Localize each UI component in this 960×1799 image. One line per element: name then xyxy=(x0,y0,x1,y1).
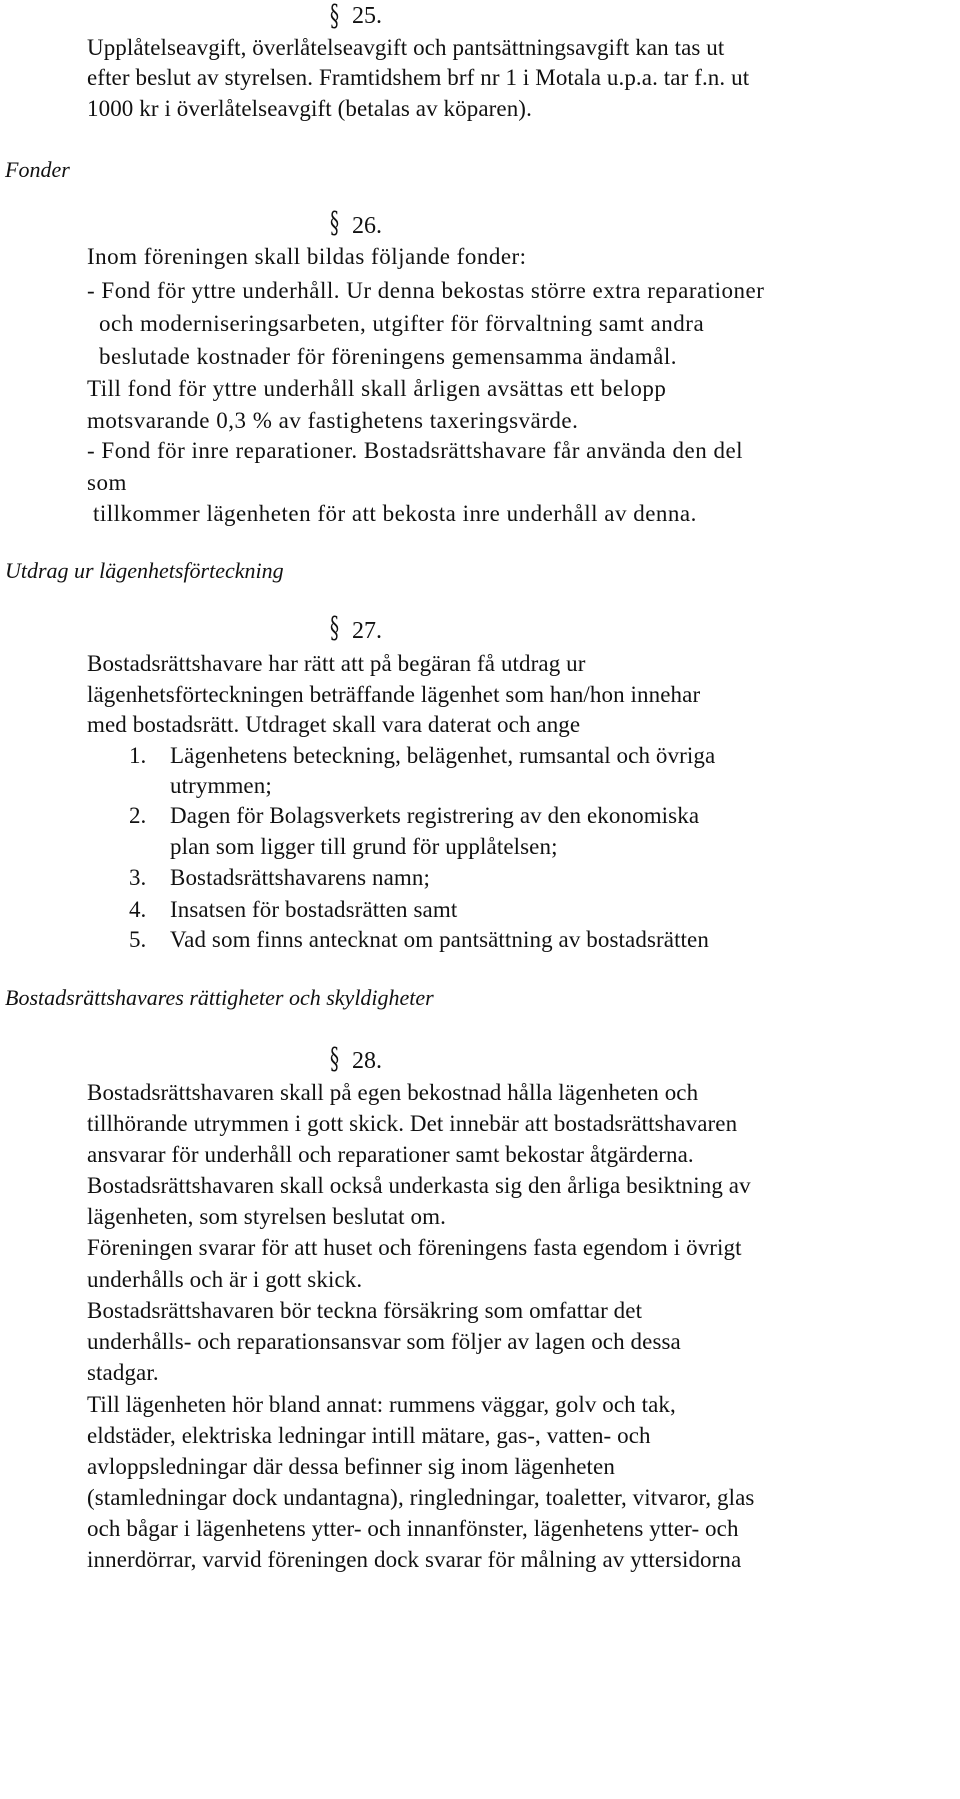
text-line: som xyxy=(87,470,127,495)
text-span: Ur denna bekostas större extra reparationer xyxy=(340,278,765,303)
list-item-text: utrymmen; xyxy=(170,773,272,798)
text-line: Föreningen svarar för att huset och föreningens fasta egendom i övrigt xyxy=(87,1235,742,1260)
fund-label-inner: - Fond för inre reparationer. xyxy=(87,438,358,463)
text-line: Upplåtelseavgift, överlåtelseavgift och pantsättningsavgift kan tas ut xyxy=(87,35,725,60)
text-line: Bostadsrättshavaren skall på egen bekostnad hålla lägenheten och xyxy=(87,1080,699,1105)
heading-fonder: Fonder xyxy=(5,157,70,182)
section-number-25: 25. xyxy=(352,3,382,29)
text-line xyxy=(87,435,743,467)
list-item-text: Bostadsrättshavarens namn; xyxy=(170,865,431,890)
text-span: Bostadsrättshavare får använda den del xyxy=(357,438,744,463)
list-item-number: 1. xyxy=(129,743,147,768)
list-item-text: Dagen för Bolagsverkets registrering av den ekonomiska xyxy=(170,803,700,828)
section-sign-icon: § xyxy=(330,1042,339,1077)
list-item-text: Lägenhetens beteckning, belägenhet, rumsantal och övriga xyxy=(170,743,716,768)
list-item-number: 5. xyxy=(129,927,147,952)
text-line: tillhörande utrymmen i gott skick. Det innebär att bostadsrättshavaren xyxy=(87,1111,738,1136)
text-line: lägenhetsförteckningen beträffande lägenhet som han/hon innehar xyxy=(87,682,701,707)
list-item-number: 2. xyxy=(129,803,147,828)
section-number-28: 28. xyxy=(352,1048,382,1074)
section-sign-icon: § xyxy=(330,611,339,646)
text-line: och moderniseringsarbeten, utgifter för förvaltning samt andra xyxy=(99,311,705,336)
section-sign-icon: § xyxy=(330,206,339,241)
fund-label-outer: - Fond för yttre underhåll. xyxy=(87,278,341,303)
list-item-number: 4. xyxy=(129,897,147,922)
list-item-text: plan som ligger till grund för upplåtelsen; xyxy=(170,834,558,859)
text-line: Bostadsrättshavare har rätt att på begäran få utdrag ur xyxy=(87,651,586,676)
text-line: Bostadsrättshavaren bör teckna försäkring som omfattar det xyxy=(87,1298,643,1323)
section-sign-icon: § xyxy=(330,0,339,34)
text-line: och bågar i lägenhetens ytter- och innanfönster, lägenhetens ytter- och xyxy=(87,1516,739,1541)
text-line: med bostadsrätt. Utdraget skall vara daterat och ange xyxy=(87,712,581,737)
text-line: efter beslut av styrelsen. Framtidshem brf nr 1 i Motala u.p.a. tar f.n. ut xyxy=(87,65,750,90)
text-line: beslutade kostnader för föreningens gemensamma ändamål. xyxy=(99,344,678,369)
list-item-number: 3. xyxy=(129,865,147,890)
text-line: Bostadsrättshavaren skall också underkasta sig den årliga besiktning av xyxy=(87,1173,751,1198)
text-line: underhålls och är i gott skick. xyxy=(87,1267,363,1292)
text-line: tillkommer lägenheten för att bekosta inre underhåll av denna. xyxy=(93,501,697,526)
section-number-27: 27. xyxy=(352,618,382,644)
text-line: avloppsledningar där dessa befinner sig inom lägenheten xyxy=(87,1454,615,1479)
heading-rights: Bostadsrättshavares rättigheter och skyldigheter xyxy=(5,985,434,1010)
text-line: Till fond för yttre underhåll skall årligen avsättas ett belopp xyxy=(87,376,667,401)
text-line: Inom föreningen skall bildas följande fonder: xyxy=(87,244,527,269)
list-item-text: Insatsen för bostadsrätten samt xyxy=(170,897,458,922)
list-item-text: Vad som finns antecknat om pantsättning av bostadsrätten xyxy=(170,927,709,952)
text-line xyxy=(87,275,764,307)
text-line: stadgar. xyxy=(87,1360,159,1385)
text-line: innerdörrar, varvid föreningen dock svarar för målning av yttersidorna xyxy=(87,1547,742,1572)
text-line: (stamledningar dock undantagna), ringledningar, toaletter, vitvaror, glas xyxy=(87,1485,755,1510)
text-line: Till lägenheten hör bland annat: rummens väggar, golv och tak, xyxy=(87,1392,676,1417)
text-line: underhålls- och reparationsansvar som följer av lagen och dessa xyxy=(87,1329,681,1354)
text-line: lägenheten, som styrelsen beslutat om. xyxy=(87,1204,446,1229)
text-line: 1000 kr i överlåtelseavgift (betalas av köparen). xyxy=(87,96,532,121)
text-line: motsvarande 0,3 % av fastighetens taxeringsvärde. xyxy=(87,408,579,433)
section-number-26: 26. xyxy=(352,213,382,239)
text-line: eldstäder, elektriska ledningar intill mätare, gas-, vatten- och xyxy=(87,1423,651,1448)
text-line: ansvarar för underhåll och reparationer samt bekostar åtgärderna. xyxy=(87,1142,694,1167)
heading-utdrag: Utdrag ur lägenhetsförteckning xyxy=(5,558,284,583)
